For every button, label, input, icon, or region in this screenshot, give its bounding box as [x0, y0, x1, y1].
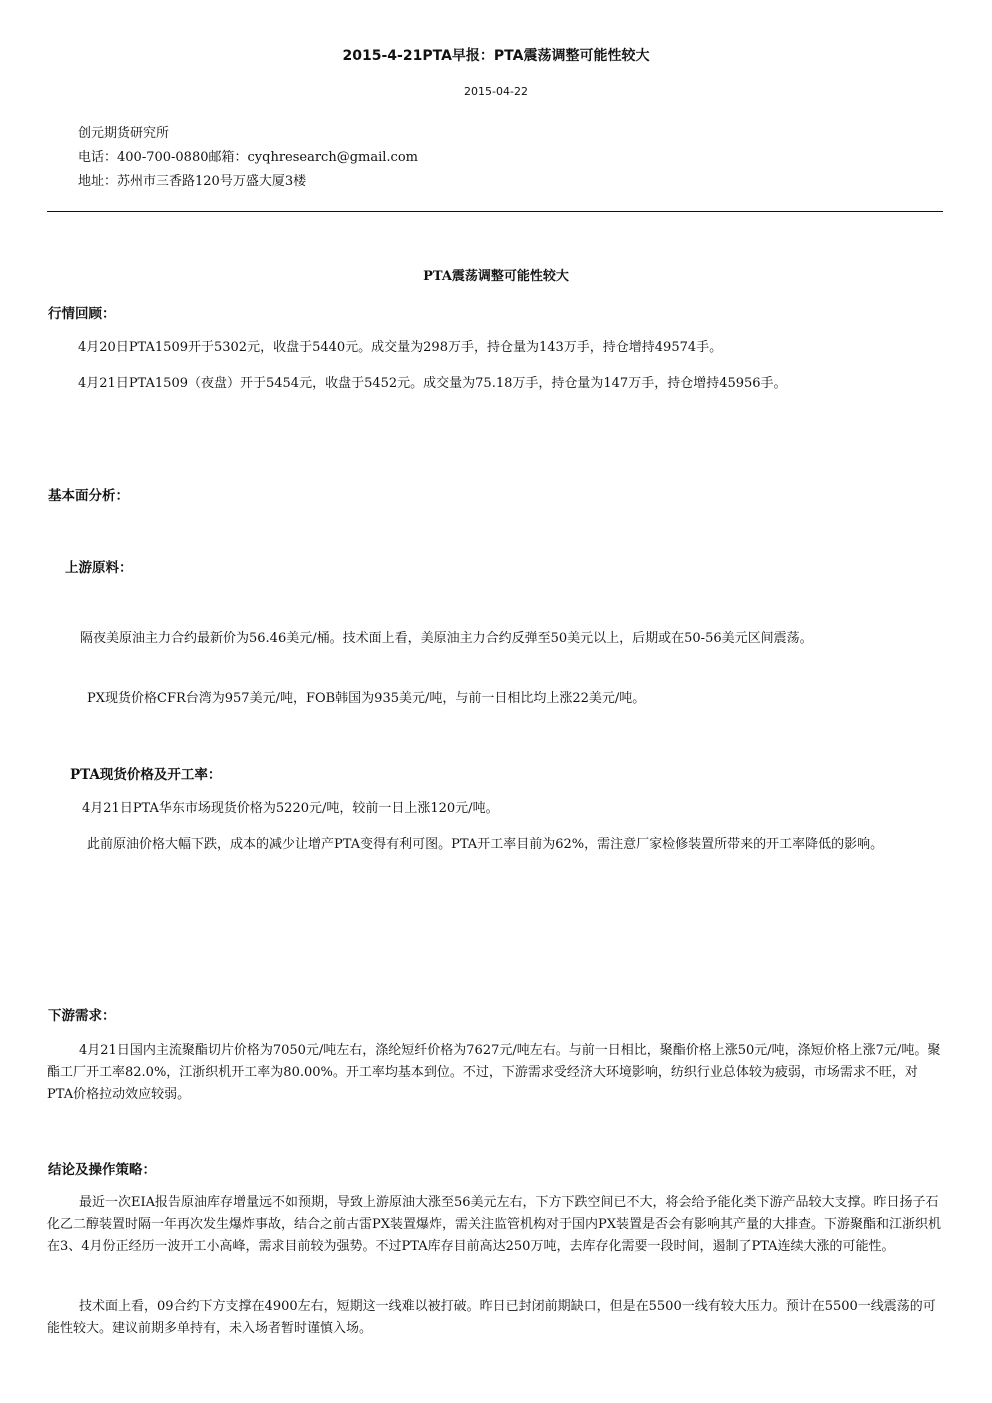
report-date: 2015-04-22	[464, 85, 528, 98]
section-heading-fundamental: 基本面分析：	[48, 488, 129, 504]
section-heading-review: 行情回顾：	[48, 306, 116, 322]
conclusion-paragraph-2: 技术面上看，09合约下方支撑在4900左右，短期这一线难以被打破。昨日已封闭前期缺口，但是在5500一线有较大压力。预计在5500一线震荡的可能性较大。建议前期多单持有，未入场者暂时谨慎入场。	[47, 1299, 936, 1336]
org-address: 地址：苏州市三香路120号万盛大厦3楼	[78, 174, 307, 189]
upstream-paragraph-2: PX现货价格CFR台湾为957美元/吨，FOB韩国为935美元/吨，与前一日相比均上涨22美元/吨。	[87, 691, 646, 706]
spot-paragraph-1: 4月21日PTA华东市场现货价格为5220元/吨，较前一日上涨120元/吨。	[82, 801, 499, 816]
org-name: 创元期货研究所	[78, 126, 170, 141]
upstream-paragraph-1: 隔夜美原油主力合约最新价为56.46美元/桶。技术面上看，美原油主力合约反弹至50美元以上，后期或在50-56美元区间震荡。	[80, 631, 813, 646]
section-heading-conclusion: 结论及操作策略：	[48, 1162, 156, 1178]
review-paragraph-2: 4月21日PTA1509（夜盘）开于5454元，收盘于5452元。成交量为75.18万手，持仓量为147万手，持仓增持45956手。	[78, 376, 787, 391]
section-heading-upstream: 上游原料：	[65, 560, 133, 576]
section-heading-spot: PTA现货价格及开工率：	[70, 767, 222, 783]
downstream-paragraph-1: 4月21日国内主流聚酯切片价格为7050元/吨左右，涤纶短纤价格为7627元/吨左右。与前一日相比，聚酯价格上涨50元/吨，涤短价格上涨7元/吨。聚酯工厂开工率82.0%，江浙织机开工率为80.00%。开工率均基本到位。不过，下游需求受经济大环境影响，纺织行业总体较为疲弱，市场需求不旺，对PTA价格拉动效应较弱。	[47, 1043, 941, 1102]
review-paragraph-1: 4月20日PTA1509开于5302元，收盘于5440元。成交量为298万手，持仓量为143万手，持仓增持49574手。	[78, 340, 723, 355]
header-divider	[47, 211, 943, 212]
section-heading-downstream: 下游需求：	[48, 1008, 116, 1024]
org-contact: 电话：400-700-0880邮箱：cyqhresearch@gmail.com	[78, 150, 418, 165]
report-title: 2015-4-21PTA早报：PTA震荡调整可能性较大	[342, 48, 650, 64]
spot-paragraph-2: 此前原油价格大幅下跌，成本的减少让增产PTA变得有利可图。PTA开工率目前为62%，需注意厂家检修装置所带来的开工率降低的影响。	[87, 837, 884, 852]
article-title: PTA震荡调整可能性较大	[423, 269, 569, 284]
conclusion-paragraph-1: 最近一次EIA报告原油库存增量远不如预期，导致上游原油大涨至56美元左右，下方下跌空间已不大，将会给予能化类下游产品较大支撑。昨日扬子石化乙二醇装置时隔一年再次发生爆炸事故，结合之前古雷PX装置爆炸，需关注监管机构对于国内PX装置是否会有影响其产量的大排查。下游聚酯和江浙织机在3、4月份正经历一波开工小高峰，需求目前较为强势。不过PTA库存目前高达250万吨，去库存化需要一段时间，遏制了PTA连续大涨的可能性。	[47, 1195, 942, 1254]
